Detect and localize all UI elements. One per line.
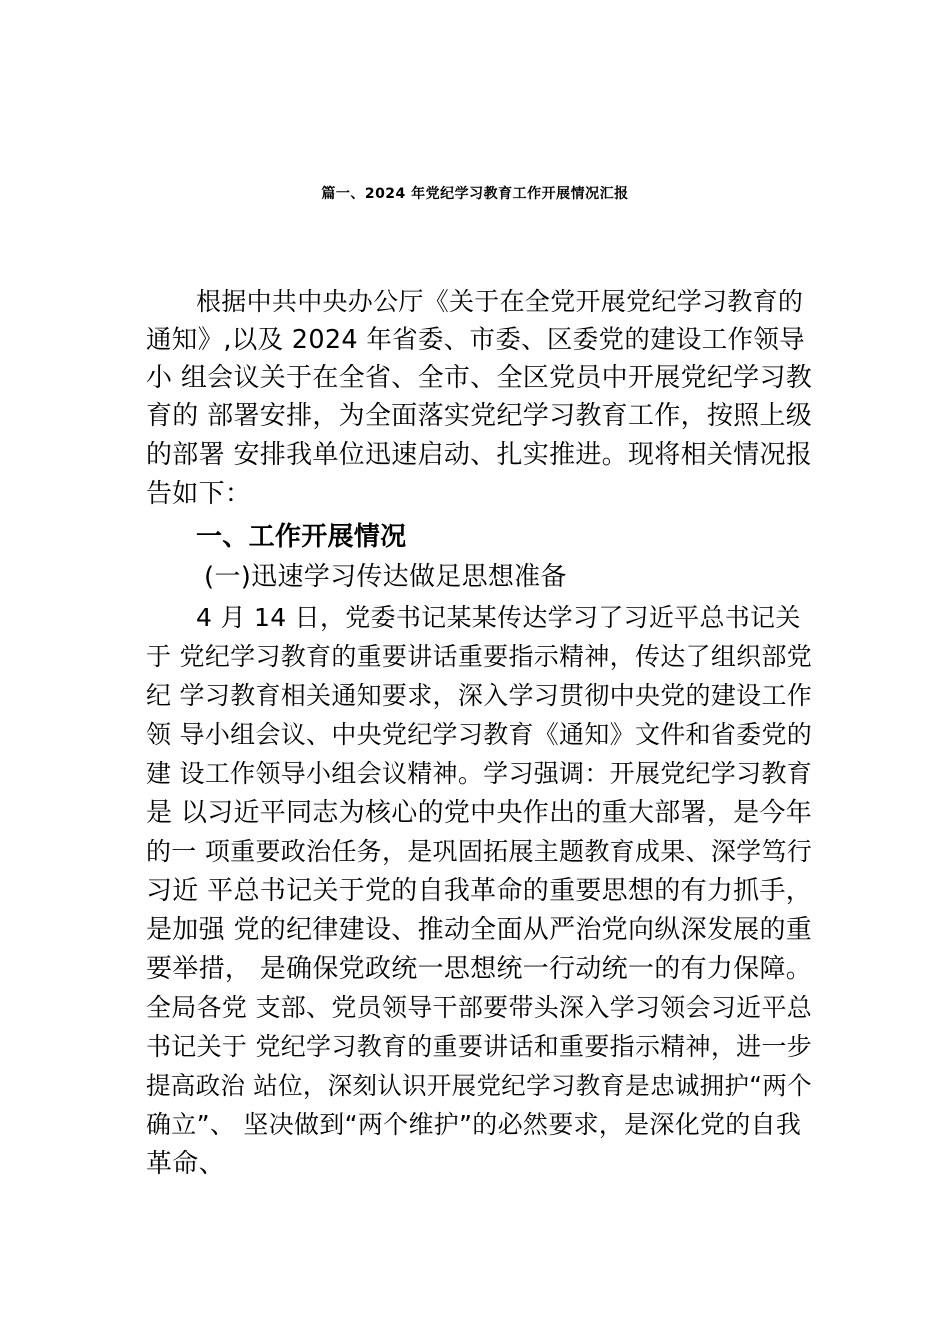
paragraph-line: 要举措， 是确保党政统一思想统一行动统一的有力保障。 — [146, 954, 813, 984]
paragraph-line: 提高政治 站位，深刻认识开展党纪学习教育是忠诚拥护“两个 — [146, 1071, 812, 1100]
paragraph-line: 领 导小组会议、中央党纪学习教育《通知》文件和省委党的 — [146, 720, 813, 749]
paragraph-line: 纪 学习教育相关通知要求，深入学习贯彻中央党的建设工作 — [146, 681, 813, 710]
subsection-heading: (一)迅速学习传达做足思想准备 — [204, 562, 567, 592]
paragraph-line: 确立”、 坚决做到“两个维护”的必然要求，是深化党的自我 — [146, 1110, 802, 1139]
paragraph-line: 告如下： — [146, 479, 252, 509]
paragraph-line: 的一 项重要政治任务，是巩固拓展主题教育成果、深学笃行 — [146, 837, 813, 866]
paragraph-line: 小 组会议关于在全省、全市、全区党员中开展党纪学习教 — [146, 363, 813, 393]
document-title: 篇一、2024 年党纪学习教育工作开展情况汇报 — [321, 186, 629, 202]
paragraph-line: 通知》,以及 2024 年省委、市委、区委党的建设工作领导 — [146, 325, 805, 355]
paragraph-line: 是 以习近平同志为核心的党中央作出的重大部署，是今年 — [146, 798, 813, 828]
paragraph-line: 的部署 安排我单位迅速启动、扎实推进。现将相关情况报 — [146, 440, 813, 470]
paragraph-line: 书记关于 党纪学习教育的重要讲话和重要指示精神，进一步 — [146, 1032, 813, 1061]
paragraph-line: 全局各党 支部、党员领导干部要带头深入学习领会习近平总 — [146, 993, 813, 1022]
section-heading: 一、工作开展情况 — [196, 522, 407, 552]
paragraph-line: 习近 平总书记关于党的自我革命的重要思想的有力抓手， — [146, 876, 813, 906]
paragraph-line: 4 月 14 日，党委书记某某传达学习了习近平总书记关 — [196, 603, 801, 632]
paragraph-line: 是加强 党的纪律建设、推动全面从严治党向纵深发展的重 — [146, 915, 813, 945]
paragraph-line: 根据中共中央办公厅《关于在全党开展党纪学习教育的 — [196, 287, 804, 316]
paragraph-line: 革命、 — [146, 1149, 225, 1179]
paragraph-line: 育的 部署安排，为全面落实党纪学习教育工作，按照上级 — [146, 401, 813, 431]
paragraph-line: 建 设工作领导小组会议精神。学习强调：开展党纪学习教育 — [146, 759, 813, 788]
paragraph-line: 于 党纪学习教育的重要讲话重要指示精神，传达了组织部党 — [146, 642, 813, 671]
